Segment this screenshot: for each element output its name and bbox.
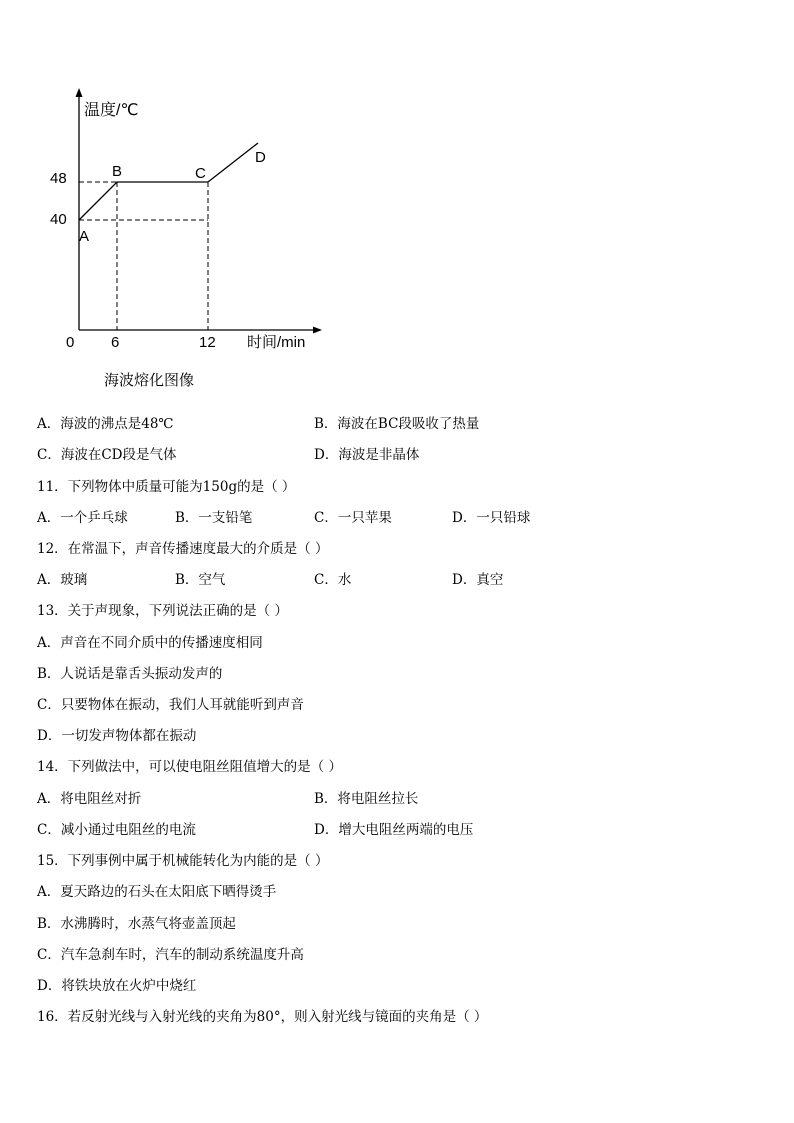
q12-option-a[interactable]: A．玻璃 <box>37 572 88 588</box>
q10-option-b[interactable]: B．海波在BC段吸收了热量 <box>314 416 480 432</box>
q11-option-d[interactable]: D．一只铅球 <box>452 510 531 526</box>
x-tick-12: 12 <box>199 334 216 351</box>
x-axis-label: 时间/min <box>247 334 306 351</box>
point-label-a: A <box>79 228 90 245</box>
q15-option-d[interactable]: D．将铁块放在火炉中烧红 <box>37 978 197 994</box>
q14-option-b[interactable]: B．将电阻丝拉长 <box>314 791 419 807</box>
q11-option-b[interactable]: B．一支铅笔 <box>175 510 253 526</box>
q15-option-b[interactable]: B．水沸腾时，水蒸气将壶盖顶起 <box>37 916 236 932</box>
q10-option-c[interactable]: C．海波在CD段是气体 <box>37 447 177 463</box>
x-axis-arrow <box>313 327 322 334</box>
origin-label: 0 <box>66 334 75 351</box>
q14-option-a[interactable]: A．将电阻丝对折 <box>37 791 142 807</box>
q14-option-c[interactable]: C．减小通过电阻丝的电流 <box>37 822 196 838</box>
q16-stem: 16．若反射光线与入射光线的夹角为80°，则入射光线与镜面的夹角是（ ） <box>37 1009 488 1025</box>
q13-option-c[interactable]: C．只要物体在振动，我们人耳就能听到声音 <box>37 697 304 713</box>
point-label-b: B <box>112 163 123 180</box>
q15-option-a[interactable]: A．夏天路边的石头在太阳底下晒得烫手 <box>37 884 277 900</box>
melting-graph <box>40 80 340 360</box>
y-tick-40: 40 <box>50 211 67 228</box>
q13-option-b[interactable]: B．人说话是靠舌头振动发声的 <box>37 666 223 682</box>
q14-stem: 14．下列做法中，可以使电阻丝阻值增大的是（ ） <box>37 759 342 775</box>
q12-option-c[interactable]: C．水 <box>314 572 352 588</box>
q11-stem: 11．下列物体中质量可能为150g的是（ ） <box>37 479 296 495</box>
q12-option-b[interactable]: B．空气 <box>175 572 226 588</box>
q12-stem: 12．在常温下，声音传播速度最大的介质是（ ） <box>37 541 329 557</box>
q15-stem: 15．下列事例中属于机械能转化为内能的是（ ） <box>37 853 329 869</box>
y-tick-48: 48 <box>50 170 67 187</box>
q12-option-d[interactable]: D．真空 <box>452 572 504 588</box>
y-axis-arrow <box>76 88 83 97</box>
q13-option-a[interactable]: A．声音在不同介质中的传播速度相同 <box>37 635 263 651</box>
q14-option-d[interactable]: D．增大电阻丝两端的电压 <box>314 822 474 838</box>
graph-caption: 海波熔化图像 <box>104 371 195 389</box>
q10-option-d[interactable]: D．海波是非晶体 <box>314 447 420 463</box>
point-label-c: C <box>195 165 206 182</box>
q11-option-a[interactable]: A．一个乒乓球 <box>37 510 128 526</box>
q15-option-c[interactable]: C．汽车急刹车时，汽车的制动系统温度升高 <box>37 947 304 963</box>
q11-option-c[interactable]: C．一只苹果 <box>314 510 392 526</box>
q13-option-d[interactable]: D．一切发声物体都在振动 <box>37 728 197 744</box>
point-label-d: D <box>255 149 266 166</box>
x-tick-6: 6 <box>111 334 120 351</box>
y-axis-label: 温度/℃ <box>84 102 139 119</box>
q10-option-a[interactable]: A．海波的沸点是48℃ <box>37 416 174 432</box>
q13-stem: 13．关于声现象，下列说法正确的是（ ） <box>37 603 288 619</box>
